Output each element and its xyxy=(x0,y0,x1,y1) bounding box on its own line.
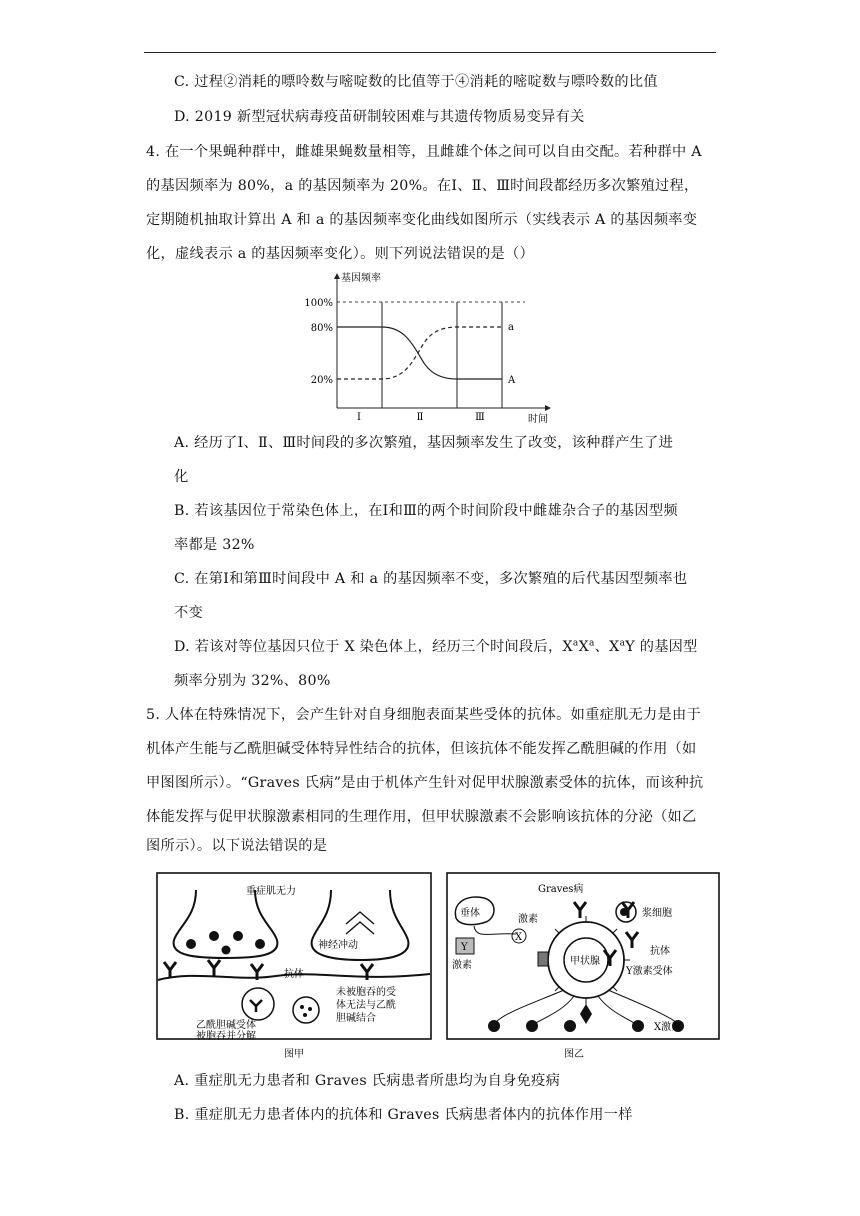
series-A-line xyxy=(337,327,502,379)
figure-a-right-label-1: 未被胞吞的受 xyxy=(336,987,396,998)
q5-option-b: B. 重症肌无力患者体内的抗体和 Graves 氏病患者体内的抗体作用一样 xyxy=(174,1107,633,1123)
pituitary-label: 垂体 xyxy=(460,908,480,919)
y-box-label: Y xyxy=(461,942,468,953)
x-hormone-label: X激素 xyxy=(654,1022,682,1033)
q5-stem-2: 机体产生能与乙酰胆碱受体特异性结合的抗体，但该抗体不能发挥乙酰胆碱的作用（如 xyxy=(146,741,697,757)
q4-option-d-2: 频率分别为 32%、80% xyxy=(174,673,331,689)
plasma-cell-label: 浆细胞 xyxy=(642,908,672,919)
figure-a-right-label-3: 胆碱结合 xyxy=(336,1013,376,1024)
q4-option-a-2: 化 xyxy=(174,469,189,485)
nerve-impulse-label: 神经冲动 xyxy=(318,940,358,951)
q4-option-b-1: B. 若该基因位于常染色体上，在Ⅰ和Ⅲ的两个时间阶段中雌雄杂合子的基因型频 xyxy=(174,503,678,519)
receptor-label: Y激素受体 xyxy=(626,966,673,977)
q5-stem-3: 甲图图所示）。“Graves 氏病”是由于机体产生针对促甲状腺激素受体的抗体，而该种抗 xyxy=(146,775,704,791)
y-tick-80: 80% xyxy=(310,323,333,334)
q3-option-c: C. 过程②消耗的嘌呤数与嘧啶数的比值等于④消耗的嘧啶数与嘌呤数的比值 xyxy=(174,74,658,90)
q4-option-b-2: 率都是 32% xyxy=(174,537,255,553)
x-mark: X xyxy=(515,932,523,943)
figure-a-caption: 图甲 xyxy=(284,1049,304,1060)
figure-b-caption: 图乙 xyxy=(564,1049,584,1060)
q4-option-c-2: 不变 xyxy=(174,605,203,621)
figure-b-title: Graves病 xyxy=(538,884,584,895)
series-a-label: a xyxy=(508,322,514,333)
figure-a-right-label-2: 体无法与乙酰 xyxy=(336,1000,396,1011)
y-tick-20: 20% xyxy=(310,375,333,386)
series-a-line xyxy=(337,327,502,379)
y-receptor-block xyxy=(538,952,548,966)
q4-option-d-1: D. 若该对等位基因只位于 X 染色体上，经历三个时间段后，$X^aX^a$、$X^aY$ 的基因型 xyxy=(174,638,698,655)
q4-option-c-1: C. 在第Ⅰ和第Ⅲ时间段中 A 和 a 的基因频率不变，多次繁殖的后代基因型频率也 xyxy=(174,571,688,587)
series-A-label: A xyxy=(508,375,516,386)
x-tick-2: Ⅱ xyxy=(416,412,424,423)
y-hormone-label: 激素 xyxy=(452,960,472,971)
x-tick-1: Ⅰ xyxy=(357,412,361,423)
q4-stem-1: 4. 在一个果蝇种群中，雌雄果蝇数量相等，且雌雄个体之间可以自由交配。若种群中 A xyxy=(146,144,702,160)
y-tick-100: 100% xyxy=(304,298,333,309)
q5-stem-4: 体能发挥与促甲状腺激素相同的生理作用，但甲状腺激素不会影响该抗体的分泌（如乙 xyxy=(146,809,697,825)
x-axis-label: 时间 xyxy=(528,414,548,425)
q3-option-d: D. 2019 新型冠状病毒疫苗研制较困难与其遗传物质易变异有关 xyxy=(174,109,585,125)
q5-stem-1: 5. 人体在特殊情况下，会产生针对自身细胞表面某些受体的抗体。如重症肌无力是由于 xyxy=(146,707,701,723)
thyroid-label: 甲状腺 xyxy=(570,956,600,967)
q4-option-a-1: A. 经历了Ⅰ、Ⅱ、Ⅲ时间段的多次繁殖，基因频率发生了改变，该种群产生了进 xyxy=(174,435,674,451)
x-tick-3: Ⅲ xyxy=(475,412,485,423)
antibody-label: 抗体 xyxy=(284,969,304,980)
q4-stem-2: 的基因频率为 80%，a 的基因频率为 20%。在Ⅰ、Ⅱ、Ⅲ时间段都经历多次繁殖过程， xyxy=(146,178,699,194)
figure-a-myasthenia xyxy=(156,872,434,1062)
q5-stem-5: 图所示）。以下说法错误的是 xyxy=(146,838,328,854)
antibody-label: 抗体 xyxy=(650,946,670,957)
figure-b-graves xyxy=(446,872,722,1062)
figure-a-title: 重症肌无力 xyxy=(246,886,296,897)
header-rule xyxy=(144,52,716,53)
q5-option-a: A. 重症肌无力患者和 Graves 氏病患者所患均为自身免疫病 xyxy=(174,1073,561,1089)
figure-a-left-label-1: 乙酰胆碱受体 xyxy=(196,1020,256,1031)
q4-stem-3: 定期随机抽取计算出 A 和 a 的基因频率变化曲线如图所示（实线表示 A 的基因频率变 xyxy=(146,212,698,228)
q4-stem-4: 化，虚线表示 a 的基因频率变化）。则下列说法错误的是（） xyxy=(146,246,534,262)
y-axis-label: 基因频率 xyxy=(341,273,381,284)
hormone-label: 激素 xyxy=(518,914,538,925)
figure-a-left-label-2: 被胞吞并分解 xyxy=(196,1031,256,1042)
gene-frequency-chart xyxy=(300,268,560,428)
